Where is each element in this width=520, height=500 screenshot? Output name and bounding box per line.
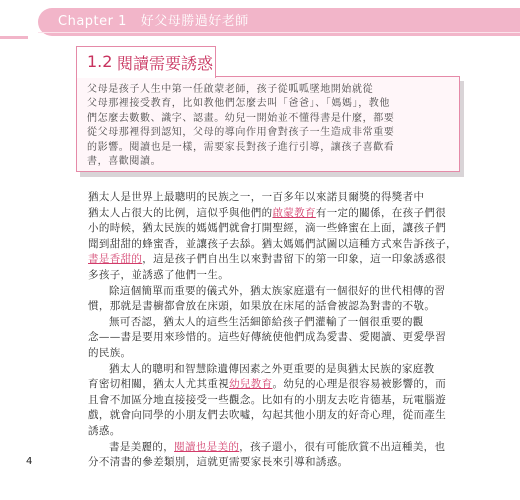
text-span: ，這是孩子們自出生以來對書留下的第一印象，這一印象誘惑很 <box>142 253 447 266</box>
intro-line: 從父母那裡得到認知，父母的導向作用會對孩子一生造成非常重要 <box>87 127 395 139</box>
chapter-label: Chapter 1 <box>58 14 127 29</box>
text-span: ，孩子還小，很有可能欣賞不出這種美，也 <box>239 440 446 453</box>
text-line: 猶太人是世界上最聰明的民族之一，一百多年以來諾貝爾獎的得獎者中 <box>88 191 425 203</box>
text-line: 誘惑。 <box>88 424 121 437</box>
text-span: 有一定的關係，在孩子們很 <box>315 206 447 219</box>
text-span: 育密切相關，猶太人尤其重視 <box>88 378 230 391</box>
text-span: 。幼兒的心理是很容易被影響的，而 <box>272 378 447 391</box>
section-title: 閱讀需要誘惑 <box>117 54 214 73</box>
section-number: 1.2 <box>87 52 113 71</box>
text-line: 分不清書的參差類別，這就更需要家長來引導和誘惑。 <box>88 456 349 469</box>
text-line <box>88 206 478 222</box>
page-number: 4 <box>26 456 33 467</box>
text-line: 除這個簡單而重要的儀式外，猶太族家庭還有一個很好的世代相傳的習 <box>109 284 446 297</box>
chapter-header <box>58 12 249 32</box>
header-left-rule <box>0 36 28 39</box>
paragraph-4 <box>88 362 478 440</box>
text-line <box>88 440 478 456</box>
text-line: 多孩子，並誘惑了他們一生。 <box>88 268 230 281</box>
intro-box <box>76 76 460 172</box>
intro-line: 的影響。閱讀也是一樣，需要家長對孩子進行引導，讓孩子喜歡看 <box>87 141 395 153</box>
text-line: 且會不加區分地直接接受一些觀念。比如有的小朋友去吃肯德基，玩電腦遊 <box>88 393 447 406</box>
text-line: 念——書是要用來珍惜的。這些好傳統使他們成為愛書、愛閱讀、更愛學習 <box>88 331 447 344</box>
intro-line: 父母那裡接受教育，比如教他們怎麼去叫「爸爸」、「媽媽」，教他 <box>87 98 390 110</box>
intro-line: 們怎麼去數數、識字、認畫。幼兒一開始並不懂得書是什麼，都要 <box>87 112 395 124</box>
paragraph-1 <box>88 190 478 284</box>
text-line: 無可否認，猶太人的這些生活細節給孩子們灌輸了一個很重要的觀 <box>109 315 424 328</box>
text-line <box>88 252 478 268</box>
text-line: 猶太人的聰明和智慧除遺傳因素之外更重要的是與猶太民族的家庭教 <box>109 362 435 375</box>
highlight-reading-is-beautiful: 閱讀也是美的 <box>174 440 240 453</box>
highlight-books-are-sweet: 書是香甜的 <box>88 253 143 266</box>
text-line: 的民族。 <box>88 346 132 359</box>
text-line: 慣，那就是書櫥都會放在床頭，如果放在床尾的話會被認為對書的不敬。 <box>88 300 436 313</box>
paragraph-3 <box>88 315 478 362</box>
text-line: 戲，就會向同學的小朋友們去吹噓，勾起其他小朋友的好奇心理，從而產生 <box>88 409 447 422</box>
text-line: 聞到甜甜的蜂蜜香，並讓孩子去舔。猶太媽媽們試圖以這種方式來告訴孩子， <box>88 237 457 250</box>
text-span: 猶太人占很大的比例，這似乎與他們的 <box>88 206 273 219</box>
highlight-enlightenment-education: 啟蒙教育 <box>272 206 316 219</box>
paragraph-2 <box>88 284 478 315</box>
text-span: 書是美麗的， <box>109 440 175 453</box>
chapter-title: 好父母勝過好老師 <box>140 14 249 29</box>
text-line: 小的時候，猶太民族的媽媽們就會打開聖經，滴一些蜂蜜在上面，讓孩子們 <box>88 222 447 235</box>
highlight-early-childhood-education: 幼兒教育 <box>229 378 273 391</box>
intro-line: 書，喜歡閱讀。 <box>87 156 162 168</box>
paragraph-5 <box>88 440 478 471</box>
text-line <box>88 377 478 393</box>
intro-line: 父母是孩子人生中第一任啟蒙老師，孩子從呱呱墜地開始就從 <box>87 84 374 95</box>
section-heading <box>76 46 216 78</box>
body-text <box>88 190 478 471</box>
